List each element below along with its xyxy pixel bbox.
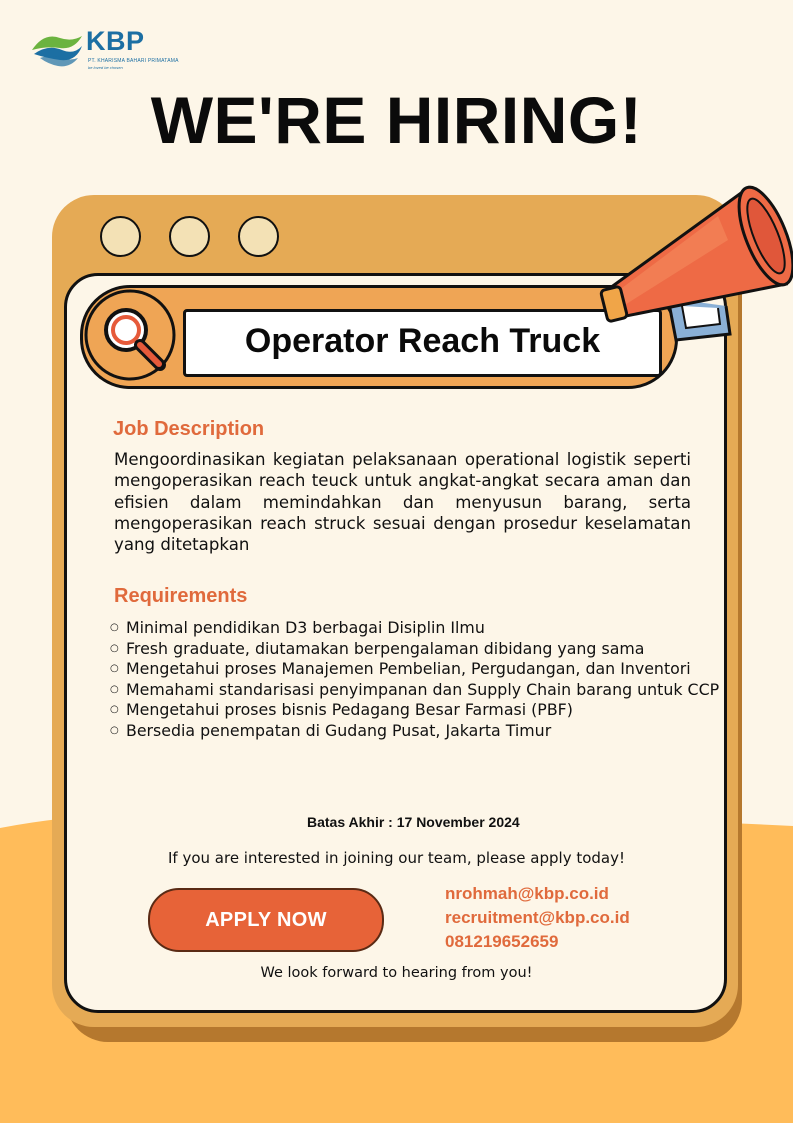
- apply-now-button[interactable]: APPLY NOW: [148, 888, 384, 952]
- logo-subtitle: PT. KHARISMA BAHARI PRIMATAMA: [88, 58, 179, 64]
- requirement-item: ○ Mengetahui proses bisnis Pedagang Besar Farmasi (PBF): [108, 700, 720, 721]
- megaphone-icon: [598, 176, 793, 346]
- logo-tagline: be loved be chosen: [88, 65, 123, 70]
- requirement-item: ○ Bersedia penempatan di Gudang Pusat, Jakarta Timur: [108, 721, 720, 742]
- window-dot-1: [100, 216, 141, 257]
- job-title: Operator Reach Truck: [244, 322, 601, 360]
- requirement-item: ○ Mengetahui proses Manajemen Pembelian, Pergudangan, dan Inventori: [108, 659, 720, 680]
- requirement-item: ○ Fresh graduate, diutamakan berpengalaman dibidang yang sama: [108, 639, 720, 660]
- job-title-box: [183, 309, 662, 377]
- contact-phone[interactable]: 081219652659: [445, 932, 559, 951]
- search-icon: [82, 287, 182, 385]
- requirement-item: ○ Minimal pendidikan D3 berbagai Disiplin Ilmu: [108, 618, 720, 639]
- logo-name: KBP: [86, 26, 145, 56]
- window-dot-2: [169, 216, 210, 257]
- requirements-list: [108, 618, 720, 741]
- requirements-heading: Requirements: [114, 585, 248, 607]
- interest-text: If you are interested in joining our team, please apply today!: [167, 849, 626, 867]
- job-description-text: Mengoordinasikan kegiatan pelaksanaan operational logistik seperti mengoperasikan reach teuck untuk angkat-angkat secara aman dan efisien dalam memindahkan dan menyusun barang, serta mengoperasikan reach struck sesuai dengan prosedur keselamatan yang ditetapkan: [114, 450, 691, 555]
- headline: WE'RE HIRING!: [150, 83, 643, 157]
- window-dot-3: [238, 216, 279, 257]
- job-description-heading: Job Description: [113, 418, 265, 440]
- contact-email-recruitment[interactable]: recruitment@kbp.co.id: [445, 908, 630, 927]
- deadline: Batas Akhir : 17 November 2024: [307, 814, 520, 830]
- closing-text: We look forward to hearing from you!: [260, 965, 533, 981]
- contact-email-primary[interactable]: nrohmah@kbp.co.id: [445, 884, 609, 903]
- logo-wave-icon: [30, 28, 84, 68]
- requirement-item: ○ Memahami standarisasi penyimpanan dan Supply Chain barang untuk CCP: [108, 680, 720, 701]
- company-logo: [30, 26, 179, 72]
